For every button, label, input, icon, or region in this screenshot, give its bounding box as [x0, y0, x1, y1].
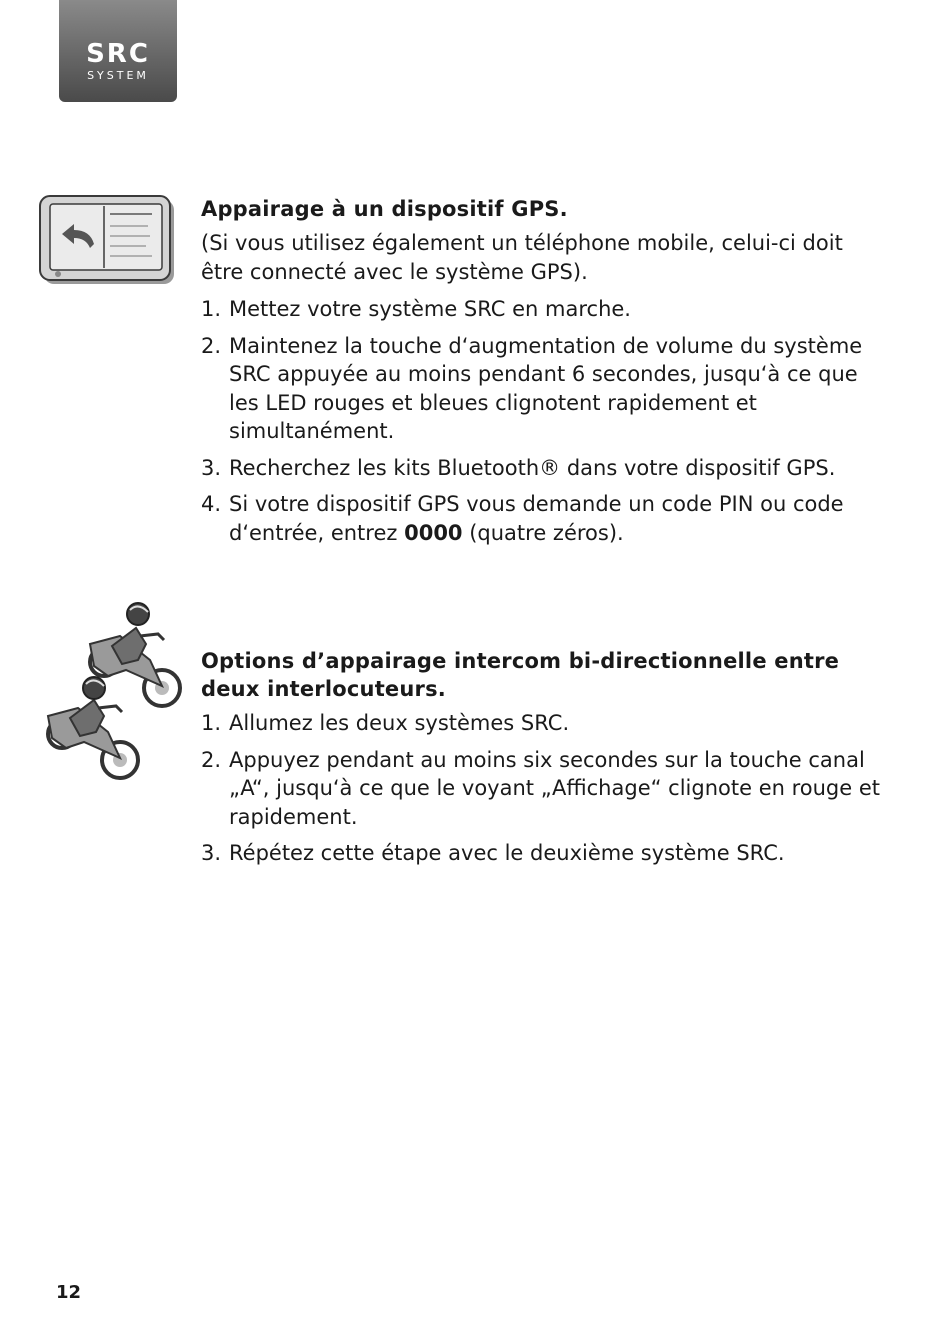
- gps-section-title: Appairage à un dispositif GPS.: [201, 197, 568, 221]
- step-text: Mettez votre système SRC en marche.: [229, 297, 631, 321]
- step-text-after: (quatre zéros).: [462, 520, 624, 545]
- step-number: 1.: [201, 297, 222, 321]
- list-item: [201, 332, 881, 446]
- intercom-steps-list: [201, 709, 881, 868]
- step-number: 3.: [201, 455, 222, 480]
- step-text-before: Si votre dispositif GPS vous demande un code PIN ou code d‘entrée, entrez: [229, 492, 844, 545]
- list-item: [201, 746, 881, 832]
- list-item: [201, 839, 881, 868]
- logo-sub-text: SYSTEM: [87, 69, 149, 82]
- list-item: [201, 295, 881, 324]
- gps-section-intro: (Si vous utilisez également un téléphone mobile, celui-ci doit être connecté avec le système GPS).: [201, 231, 843, 284]
- step-text: Répétez cette étape avec le deuxième système SRC.: [229, 841, 785, 865]
- motorcyclist-front-icon: [48, 677, 138, 778]
- step-number: 3.: [201, 841, 222, 865]
- gps-pairing-section: [201, 195, 881, 555]
- step-number: 2.: [201, 333, 222, 358]
- step-number: 4.: [201, 492, 222, 516]
- step-text: Recherchez les kits Bluetooth® dans votre dispositif GPS.: [229, 455, 836, 480]
- gps-device-icon: [38, 192, 178, 287]
- src-system-logo: [59, 0, 177, 102]
- pin-code: 0000: [404, 520, 463, 545]
- logo-main-text: SRC: [86, 39, 150, 69]
- list-item: [201, 490, 881, 547]
- step-number: 2.: [201, 747, 222, 772]
- step-text: Maintenez la touche d‘augmentation de volume du système SRC appuyée au moins pendant 6 secondes, jusqu‘à ce que les LED rouges et bleues clignotent rapidement et simultanément.: [229, 333, 863, 443]
- intercom-pairing-section: [201, 647, 881, 876]
- step-text: Allumez les deux systèmes SRC.: [229, 711, 570, 735]
- two-motorcyclists-icon: [40, 600, 185, 785]
- gps-steps-list: [201, 295, 881, 547]
- step-number: 1.: [201, 711, 222, 735]
- intercom-section-title: Options d’appairage intercom bi-directionnelle entre deux interlocuteurs.: [201, 649, 840, 701]
- list-item: [201, 709, 881, 738]
- page-number: 12: [56, 1282, 82, 1303]
- list-item: [201, 454, 881, 483]
- step-text: Appuyez pendant au moins six secondes sur la touche canal „A“, jusqu‘à ce que le voyant „Affichage“ clignote en rouge et rapidement.: [229, 747, 881, 829]
